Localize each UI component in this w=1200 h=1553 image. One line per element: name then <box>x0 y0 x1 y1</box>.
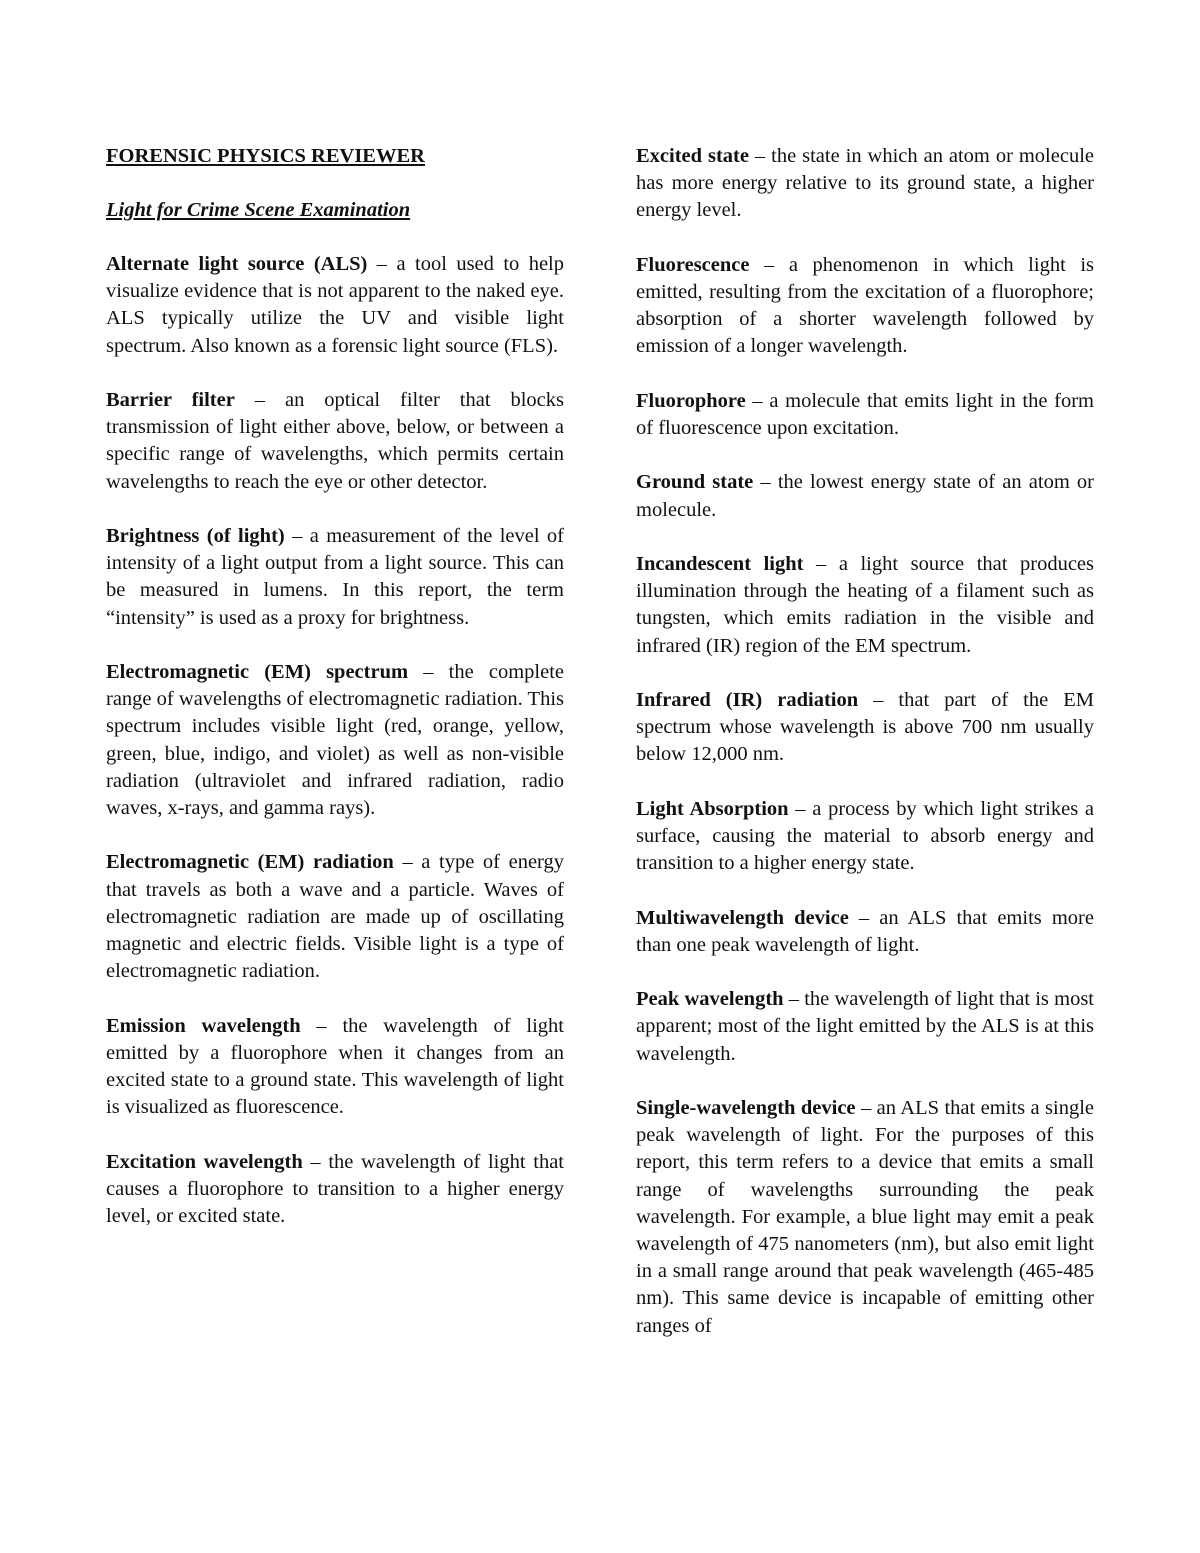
entry-definition: – that part of the EM spectrum whose wavelength is above 700 nm usually below 12,000 nm. <box>636 688 1095 766</box>
glossary-entry <box>636 388 1094 442</box>
entry-definition: – the wavelength of light emitted by a fluorophore when it changes from an excited state to a ground state. This wavelength of light is visualized as fluorescence. <box>106 1014 565 1119</box>
entry-definition: – an ALS that emits more than one peak wavelength of light. <box>636 906 1094 956</box>
glossary-entry <box>636 905 1094 959</box>
entry-definition: – a molecule that emits light in the form of fluorescence upon excitation. <box>636 389 1094 439</box>
glossary-entry <box>636 551 1094 660</box>
glossary-entry <box>636 1095 1094 1340</box>
entry-term: Fluorophore <box>636 389 746 412</box>
entry-term: Brightness (of light) <box>106 525 285 547</box>
entry-term: Excited state <box>636 145 749 167</box>
entry-definition: – the state in which an atom or molecule has more energy relative to its ground state, a higher energy level. <box>636 145 1094 222</box>
glossary-entry <box>106 659 564 822</box>
glossary-entry <box>106 849 564 985</box>
glossary-entry <box>106 251 564 360</box>
entry-term: Light Absorption <box>636 797 789 820</box>
entry-definition: – the wavelength of light that causes a fluorophore to transition to a higher energy level, or excited state. <box>106 1150 564 1228</box>
entry-definition: – a phenomenon in which light is emitted, resulting from the excitation of a fluorophore; absorption of a shorter wavelength followed by emission of a longer wavelength. <box>636 253 1094 358</box>
glossary-entry <box>636 469 1094 523</box>
entry-term: Electromagnetic (EM) radiation <box>106 851 394 874</box>
glossary-entry <box>636 143 1094 225</box>
glossary-entry <box>636 796 1094 878</box>
glossary-entry <box>106 1013 564 1122</box>
entry-term: Excitation wavelength <box>106 1150 303 1173</box>
entry-term: Fluorescence <box>636 253 750 276</box>
entry-definition: – a measurement of the level of intensity of a light output from a light source. This can be measured in lumens. In this report, the term “intensity” is used as a proxy for brightness. <box>106 525 564 629</box>
entry-term: Alternate light source (ALS) <box>106 253 368 275</box>
entry-term: Peak wavelength <box>636 988 784 1011</box>
entry-definition: – an optical filter that blocks transmission of light either above, below, or between a specific range of wavelengths, which permits certain wavelengths to reach the eye or other detector. <box>106 389 565 493</box>
glossary-entry <box>636 687 1094 769</box>
glossary-entry <box>636 986 1094 1068</box>
entry-definition: – a light source that produces illumination through the heating of a filament such as tungsten, which emits radiation in the visible and infrared (IR) region of the EM spectrum. <box>636 552 1094 657</box>
entry-definition: – the complete range of wavelengths of electromagnetic radiation. This spectrum includes visible light (red, orange, yellow, green, blue, indigo, and violet) as well as non-visible radiation (ultraviolet and infrared radiation, radio waves, x-rays, and gamma rays). <box>106 661 564 820</box>
entry-term: Ground state <box>636 471 754 494</box>
left-column <box>106 143 564 1257</box>
section-title: Light for Crime Scene Examination <box>106 199 411 221</box>
entry-term: Electromagnetic (EM) spectrum <box>106 661 409 683</box>
entry-term: Barrier filter <box>106 389 235 411</box>
glossary-entry <box>106 1149 564 1231</box>
entry-term: Emission wavelength <box>106 1014 301 1037</box>
glossary-entry <box>636 252 1094 361</box>
entry-term: Infrared (IR) radiation <box>636 688 859 711</box>
right-column <box>636 143 1094 1367</box>
entry-definition: – the lowest energy state of an atom or molecule. <box>636 471 1095 521</box>
entry-term: Incandescent light <box>636 552 804 575</box>
glossary-entry <box>106 387 564 496</box>
entry-definition: – a process by which light strikes a surface, causing the material to absorb energy and transition to a higher energy state. <box>636 797 1095 875</box>
entry-definition: – the wavelength of light that is most apparent; most of the light emitted by the ALS is at this wavelength. <box>636 988 1094 1065</box>
entry-term: Multiwavelength device <box>636 906 849 929</box>
entry-definition: – a tool used to help visualize evidence that is not apparent to the naked eye. ALS typically utilize the UV and visible light spectrum. Also known as a forensic light source (FLS). <box>106 253 564 357</box>
entry-term: Single-wavelength device <box>636 1096 856 1119</box>
entry-definition: – an ALS that emits a single peak wavelength of light. For the purposes of this report, this term refers to a device that emits a small range of wavelengths surrounding the peak wavelength. For example, a blue light may emit a peak wavelength of 475 nanometers (nm), but also emit light in a small range around that peak wavelength (465-485 nm). This same device is incapable of emitting other ranges of <box>636 1096 1094 1337</box>
document-title: FORENSIC PHYSICS REVIEWER <box>106 145 425 167</box>
entry-definition: – a type of energy that travels as both a wave and a particle. Waves of electromagnetic radiation are made up of oscillating magnetic and electric fields. Visible light is a type of electromagnetic radiation. <box>106 851 565 983</box>
glossary-entry <box>106 523 564 632</box>
